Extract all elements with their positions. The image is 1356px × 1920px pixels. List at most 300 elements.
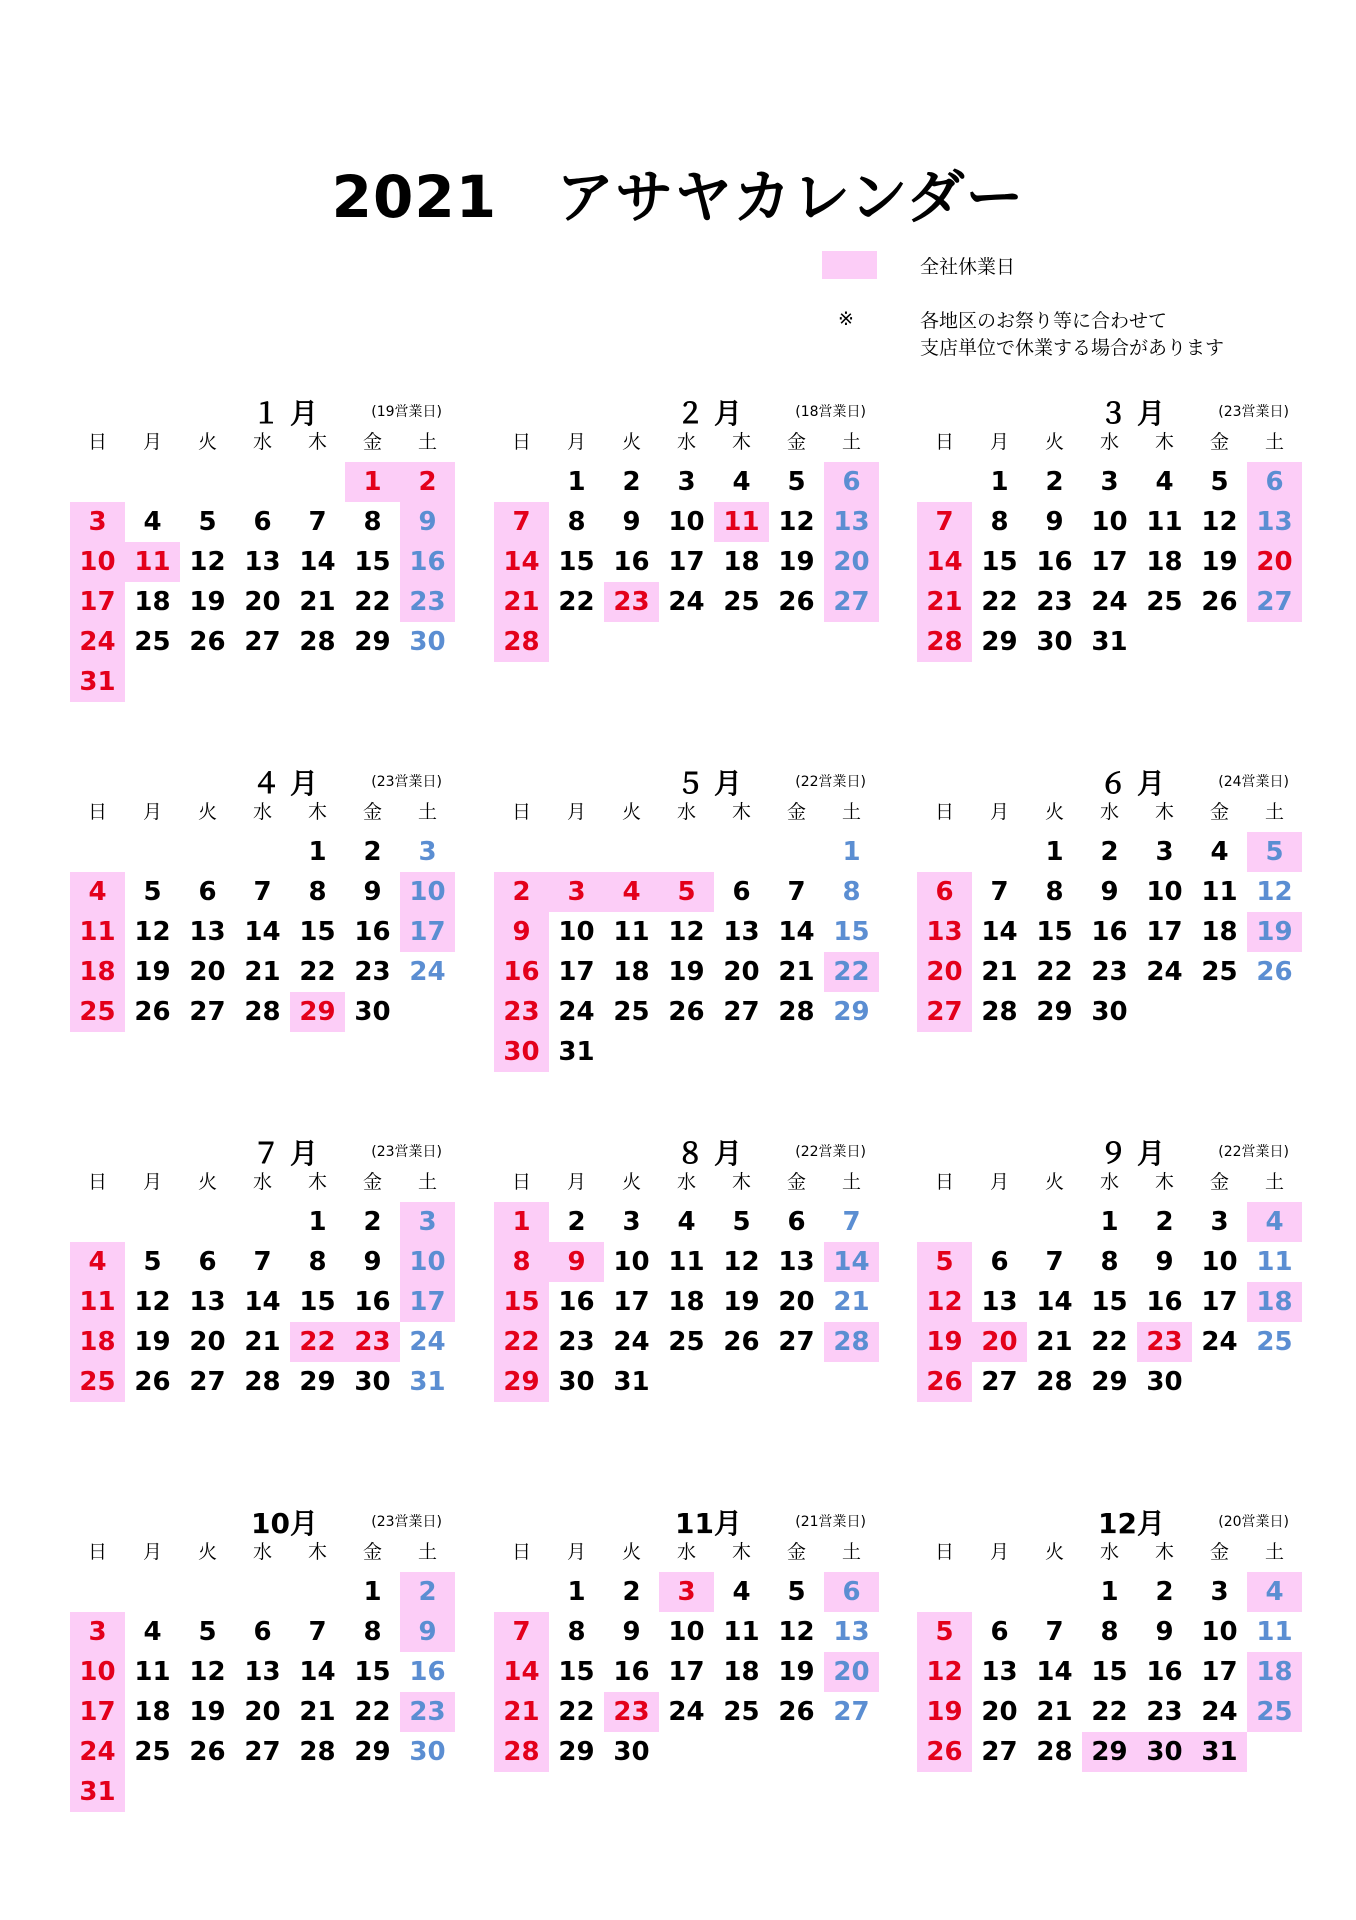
weekday-header: 金 <box>1209 1541 1229 1563</box>
day-cell: 2 <box>494 872 549 912</box>
day-cell: 19 <box>917 1322 972 1362</box>
day-cell: 19 <box>778 1657 815 1687</box>
weekday-header: 火 <box>621 1171 641 1193</box>
day-cell: 1 <box>308 837 327 867</box>
day-cell: 13 <box>723 917 760 947</box>
day-cell: 4 <box>732 1577 751 1607</box>
weekday-header: 金 <box>1209 1171 1229 1193</box>
day-cell: 30 <box>1137 1732 1192 1772</box>
day-cell: 17 <box>1201 1657 1238 1687</box>
weekday-header: 月 <box>142 1541 162 1563</box>
day-cell: 24 <box>70 1732 125 1772</box>
weekday-header: 火 <box>621 801 641 823</box>
day-cell: 22 <box>354 1697 391 1727</box>
day-cell: 19 <box>1247 912 1302 952</box>
day-cell: 5 <box>917 1242 972 1282</box>
day-cell: 3 <box>659 1572 714 1612</box>
day-cell: 23 <box>1091 957 1128 987</box>
day-cell: 28 <box>917 622 972 662</box>
day-cell: 17 <box>558 957 595 987</box>
day-cell: 20 <box>1247 542 1302 582</box>
day-cell: 24 <box>1091 587 1128 617</box>
weekday-header: 水 <box>1099 431 1119 453</box>
weekday-header: 水 <box>1099 801 1119 823</box>
day-cell: 27 <box>189 1367 226 1397</box>
day-cell: 22 <box>1091 1697 1128 1727</box>
day-cell: 20 <box>981 1697 1018 1727</box>
day-cell: 23 <box>1146 1697 1183 1727</box>
day-cell: 17 <box>1146 917 1183 947</box>
legend-label: 全社休業日 <box>920 256 1016 278</box>
day-cell: 9 <box>363 877 382 907</box>
day-cell: 23 <box>558 1327 595 1357</box>
weekday-header: 木 <box>1154 431 1174 453</box>
day-cell: 29 <box>981 627 1018 657</box>
day-cell: 29 <box>833 997 870 1027</box>
weekday-header: 火 <box>197 1541 217 1563</box>
weekday-header: 金 <box>1209 431 1229 453</box>
month-name: １ 月 <box>252 397 318 430</box>
day-cell: 13 <box>981 1657 1018 1687</box>
day-cell: 16 <box>409 1657 446 1687</box>
day-cell: 15 <box>1091 1657 1128 1687</box>
day-cell: 1 <box>345 462 400 502</box>
weekday-header: 金 <box>362 431 382 453</box>
day-cell: 26 <box>1201 587 1238 617</box>
day-cell: 12 <box>134 917 171 947</box>
day-cell: 8 <box>1100 1617 1119 1647</box>
day-cell: 24 <box>558 997 595 1027</box>
weekday-header: 日 <box>87 1541 107 1563</box>
day-cell: 4 <box>1247 1202 1302 1242</box>
day-cell: 31 <box>1091 627 1128 657</box>
weekday-header: 火 <box>1044 1171 1064 1193</box>
day-cell: 2 <box>1100 837 1119 867</box>
day-cell: 16 <box>400 542 455 582</box>
weekday-header: 木 <box>731 801 751 823</box>
day-cell: 16 <box>558 1287 595 1317</box>
day-cell: 15 <box>833 917 870 947</box>
day-cell: 5 <box>732 1207 751 1237</box>
weekday-header: 火 <box>197 801 217 823</box>
weekday-header: 土 <box>417 801 437 823</box>
day-cell: 21 <box>833 1287 870 1317</box>
day-cell: 1 <box>990 467 1009 497</box>
day-cell: 19 <box>668 957 705 987</box>
day-cell: 10 <box>70 1652 125 1692</box>
weekday-header: 木 <box>307 1541 327 1563</box>
day-cell: 25 <box>1247 1692 1302 1732</box>
day-cell: 18 <box>70 1322 125 1362</box>
day-cell: 14 <box>778 917 815 947</box>
day-cell: 20 <box>723 957 760 987</box>
day-cell: 12 <box>917 1282 972 1322</box>
day-cell: 5 <box>198 1617 217 1647</box>
day-cell: 13 <box>189 917 226 947</box>
weekday-header: 土 <box>841 801 861 823</box>
day-cell: 23 <box>494 992 549 1032</box>
day-cell: 29 <box>290 992 345 1032</box>
weekday-header: 日 <box>934 801 954 823</box>
day-cell: 8 <box>990 507 1009 537</box>
day-cell: 2 <box>1155 1207 1174 1237</box>
day-cell: 6 <box>253 1617 272 1647</box>
business-day-count: (22営業日) <box>795 774 866 790</box>
day-cell: 12 <box>1201 507 1238 537</box>
day-cell: 3 <box>1210 1207 1229 1237</box>
day-cell: 14 <box>244 1287 281 1317</box>
day-cell: 18 <box>1247 1652 1302 1692</box>
day-cell: 3 <box>1210 1577 1229 1607</box>
day-cell: 30 <box>354 997 391 1027</box>
day-cell: 27 <box>723 997 760 1027</box>
day-cell: 17 <box>1091 547 1128 577</box>
weekday-header: 日 <box>934 1541 954 1563</box>
day-cell: 27 <box>981 1737 1018 1767</box>
day-cell: 28 <box>1036 1737 1073 1767</box>
weekday-header: 金 <box>786 1541 806 1563</box>
day-cell: 5 <box>917 1612 972 1652</box>
day-cell: 8 <box>567 507 586 537</box>
weekday-header: 木 <box>731 1171 751 1193</box>
day-cell: 18 <box>1247 1282 1302 1322</box>
day-cell: 17 <box>1201 1287 1238 1317</box>
day-cell: 9 <box>1045 507 1064 537</box>
day-cell: 19 <box>189 587 226 617</box>
day-cell: 6 <box>198 877 217 907</box>
day-cell: 5 <box>659 872 714 912</box>
day-cell: 25 <box>134 627 171 657</box>
day-cell: 22 <box>1091 1327 1128 1357</box>
day-cell: 4 <box>143 1617 162 1647</box>
business-day-count: (20営業日) <box>1218 1514 1289 1530</box>
day-cell: 27 <box>1247 582 1302 622</box>
day-cell: 8 <box>363 1617 382 1647</box>
day-cell: 6 <box>787 1207 806 1237</box>
day-cell: 1 <box>842 837 861 867</box>
day-cell: 11 <box>1256 1247 1293 1277</box>
weekday-header: 月 <box>566 801 586 823</box>
month-block <box>917 1502 1307 1792</box>
day-cell: 15 <box>981 547 1018 577</box>
day-cell: 6 <box>990 1617 1009 1647</box>
business-day-count: (18営業日) <box>795 404 866 420</box>
weekday-header: 土 <box>841 1171 861 1193</box>
weekday-header: 月 <box>566 1541 586 1563</box>
day-cell: 11 <box>1256 1617 1293 1647</box>
day-cell: 29 <box>558 1737 595 1767</box>
day-cell: 12 <box>778 507 815 537</box>
day-cell: 12 <box>668 917 705 947</box>
day-cell: 7 <box>308 1617 327 1647</box>
business-day-count: (23営業日) <box>371 1144 442 1160</box>
weekday-header: 金 <box>1209 801 1229 823</box>
day-cell: 24 <box>1201 1697 1238 1727</box>
weekday-header: 土 <box>1264 1541 1284 1563</box>
day-cell: 7 <box>494 502 549 542</box>
day-cell: 3 <box>1100 467 1119 497</box>
day-cell: 25 <box>1256 1327 1293 1357</box>
day-cell: 8 <box>308 877 327 907</box>
weekday-header: 月 <box>566 431 586 453</box>
weekday-header: 月 <box>142 1171 162 1193</box>
day-cell: 20 <box>824 542 879 582</box>
day-cell: 3 <box>622 1207 641 1237</box>
day-cell: 11 <box>714 502 769 542</box>
day-cell: 9 <box>1155 1247 1174 1277</box>
day-cell: 9 <box>494 912 549 952</box>
day-cell: 16 <box>1146 1287 1183 1317</box>
weekday-header: 木 <box>1154 1171 1174 1193</box>
day-cell: 18 <box>723 547 760 577</box>
day-cell: 22 <box>1036 957 1073 987</box>
day-cell: 6 <box>990 1247 1009 1277</box>
day-cell: 18 <box>134 587 171 617</box>
day-cell: 1 <box>494 1202 549 1242</box>
day-cell: 30 <box>1091 997 1128 1027</box>
day-cell: 13 <box>917 912 972 952</box>
weekday-header: 金 <box>786 1171 806 1193</box>
day-cell: 2 <box>400 1572 455 1612</box>
weekday-header: 木 <box>307 431 327 453</box>
day-cell: 21 <box>244 1327 281 1357</box>
day-cell: 11 <box>134 1657 171 1687</box>
day-cell: 25 <box>1146 587 1183 617</box>
day-cell: 18 <box>613 957 650 987</box>
month-name: ３ 月 <box>1099 397 1165 430</box>
day-cell: 10 <box>1201 1617 1238 1647</box>
weekday-header: 月 <box>989 431 1009 453</box>
day-cell: 5 <box>787 467 806 497</box>
day-cell: 2 <box>363 1207 382 1237</box>
day-cell: 26 <box>189 1737 226 1767</box>
day-cell: 9 <box>363 1247 382 1277</box>
day-cell: 27 <box>917 992 972 1032</box>
day-cell: 22 <box>558 1697 595 1727</box>
day-cell: 20 <box>778 1287 815 1317</box>
day-cell: 26 <box>134 1367 171 1397</box>
weekday-header: 木 <box>1154 801 1174 823</box>
day-cell: 28 <box>244 997 281 1027</box>
weekday-header: 月 <box>566 1171 586 1193</box>
weekday-header: 木 <box>307 801 327 823</box>
day-cell: 30 <box>1036 627 1073 657</box>
weekday-header: 金 <box>786 431 806 453</box>
weekday-header: 水 <box>252 801 272 823</box>
weekday-header: 日 <box>934 1171 954 1193</box>
day-cell: 31 <box>1192 1732 1247 1772</box>
day-cell: 11 <box>1201 877 1238 907</box>
day-cell: 14 <box>1036 1287 1073 1317</box>
day-cell: 29 <box>354 1737 391 1767</box>
business-day-count: (24営業日) <box>1218 774 1289 790</box>
day-cell: 27 <box>833 1697 870 1727</box>
day-cell: 21 <box>917 582 972 622</box>
day-cell: 16 <box>1091 917 1128 947</box>
legend-swatch <box>822 251 877 279</box>
day-cell: 21 <box>299 1697 336 1727</box>
day-cell: 21 <box>981 957 1018 987</box>
day-cell: 30 <box>354 1367 391 1397</box>
day-cell: 5 <box>787 1577 806 1607</box>
day-cell: 23 <box>345 1322 400 1362</box>
day-cell: 9 <box>622 1617 641 1647</box>
day-cell: 27 <box>244 627 281 657</box>
month-block <box>917 762 1307 1052</box>
day-cell: 22 <box>824 952 879 992</box>
day-cell: 16 <box>354 1287 391 1317</box>
day-cell: 16 <box>613 547 650 577</box>
month-name: 12月 <box>1098 1507 1165 1540</box>
day-cell: 10 <box>668 1617 705 1647</box>
weekday-header: 水 <box>676 431 696 453</box>
day-cell: 21 <box>494 1692 549 1732</box>
day-cell: 19 <box>189 1697 226 1727</box>
day-cell: 5 <box>143 1247 162 1277</box>
day-cell: 7 <box>990 877 1009 907</box>
day-cell: 7 <box>917 502 972 542</box>
day-cell: 10 <box>1091 507 1128 537</box>
day-cell: 6 <box>824 462 879 502</box>
note-mark: ※ <box>838 308 854 330</box>
day-cell: 17 <box>613 1287 650 1317</box>
weekday-header: 火 <box>621 1541 641 1563</box>
day-cell: 31 <box>613 1367 650 1397</box>
weekday-header: 月 <box>989 1171 1009 1193</box>
day-cell: 22 <box>290 1322 345 1362</box>
day-cell: 29 <box>1082 1732 1137 1772</box>
day-cell: 15 <box>354 547 391 577</box>
day-cell: 12 <box>189 1657 226 1687</box>
day-cell: 24 <box>409 1327 446 1357</box>
weekday-header: 土 <box>1264 431 1284 453</box>
weekday-header: 日 <box>87 801 107 823</box>
day-cell: 4 <box>677 1207 696 1237</box>
month-block <box>494 1502 884 1792</box>
day-cell: 16 <box>613 1657 650 1687</box>
weekday-header: 日 <box>511 1171 531 1193</box>
day-cell: 31 <box>70 662 125 702</box>
day-cell: 12 <box>189 547 226 577</box>
month-name: ２ 月 <box>676 397 742 430</box>
month-block <box>494 762 884 1067</box>
day-cell: 7 <box>1045 1247 1064 1277</box>
weekday-header: 火 <box>621 431 641 453</box>
day-cell: 18 <box>1146 547 1183 577</box>
note-line: 支店単位で休業する場合があります <box>920 337 1225 359</box>
day-cell: 10 <box>558 917 595 947</box>
day-cell: 29 <box>1036 997 1073 1027</box>
day-cell: 2 <box>1045 467 1064 497</box>
day-cell: 13 <box>1247 502 1302 542</box>
day-cell: 11 <box>613 917 650 947</box>
day-cell: 26 <box>1256 957 1293 987</box>
day-cell: 3 <box>400 1202 455 1242</box>
day-cell: 11 <box>125 542 180 582</box>
day-cell: 4 <box>604 872 659 912</box>
day-cell: 9 <box>622 507 641 537</box>
day-cell: 5 <box>1247 832 1302 872</box>
day-cell: 26 <box>723 1327 760 1357</box>
day-cell: 28 <box>778 997 815 1027</box>
note-line: 各地区のお祭り等に合わせて <box>920 310 1168 332</box>
day-cell: 12 <box>723 1247 760 1277</box>
day-cell: 25 <box>723 587 760 617</box>
day-cell: 1 <box>1100 1207 1119 1237</box>
day-cell: 19 <box>134 1327 171 1357</box>
day-cell: 29 <box>354 627 391 657</box>
day-cell: 26 <box>189 627 226 657</box>
day-cell: 3 <box>70 1612 125 1652</box>
day-cell: 13 <box>824 502 879 542</box>
day-cell: 22 <box>558 587 595 617</box>
weekday-header: 日 <box>511 431 531 453</box>
day-cell: 2 <box>363 837 382 867</box>
weekday-header: 土 <box>1264 1171 1284 1193</box>
day-cell: 8 <box>1045 877 1064 907</box>
day-cell: 1 <box>308 1207 327 1237</box>
day-cell: 10 <box>400 1242 455 1282</box>
day-cell: 20 <box>917 952 972 992</box>
weekday-header: 土 <box>417 1541 437 1563</box>
day-cell: 17 <box>70 582 125 622</box>
day-cell: 15 <box>354 1657 391 1687</box>
weekday-header: 日 <box>87 1171 107 1193</box>
day-cell: 6 <box>824 1572 879 1612</box>
day-cell: 12 <box>134 1287 171 1317</box>
day-cell: 22 <box>494 1322 549 1362</box>
day-cell: 15 <box>1091 1287 1128 1317</box>
day-cell: 30 <box>558 1367 595 1397</box>
day-cell: 3 <box>677 467 696 497</box>
month-name: ７ 月 <box>252 1137 318 1170</box>
day-cell: 21 <box>1036 1327 1073 1357</box>
day-cell: 6 <box>917 872 972 912</box>
day-cell: 23 <box>400 1692 455 1732</box>
weekday-header: 土 <box>417 1171 437 1193</box>
day-cell: 9 <box>400 502 455 542</box>
weekday-header: 金 <box>362 1541 382 1563</box>
day-cell: 6 <box>253 507 272 537</box>
month-name: ６ 月 <box>1099 767 1165 800</box>
day-cell: 13 <box>244 1657 281 1687</box>
day-cell: 7 <box>253 877 272 907</box>
day-cell: 19 <box>723 1287 760 1317</box>
day-cell: 28 <box>824 1322 879 1362</box>
weekday-header: 土 <box>841 1541 861 1563</box>
day-cell: 28 <box>244 1367 281 1397</box>
weekday-header: 水 <box>676 1541 696 1563</box>
business-day-count: (19営業日) <box>371 404 442 420</box>
day-cell: 26 <box>778 1697 815 1727</box>
weekday-header: 金 <box>786 801 806 823</box>
day-cell: 28 <box>299 1737 336 1767</box>
day-cell: 4 <box>70 1242 125 1282</box>
weekday-header: 月 <box>989 1541 1009 1563</box>
day-cell: 8 <box>494 1242 549 1282</box>
day-cell: 10 <box>1146 877 1183 907</box>
day-cell: 14 <box>824 1242 879 1282</box>
day-cell: 25 <box>613 997 650 1027</box>
day-cell: 5 <box>143 877 162 907</box>
day-cell: 11 <box>1146 507 1183 537</box>
day-cell: 12 <box>917 1652 972 1692</box>
weekday-header: 水 <box>1099 1541 1119 1563</box>
day-cell: 1 <box>1045 837 1064 867</box>
day-cell: 2 <box>1155 1577 1174 1607</box>
month-block <box>917 1132 1307 1422</box>
weekday-header: 日 <box>87 431 107 453</box>
